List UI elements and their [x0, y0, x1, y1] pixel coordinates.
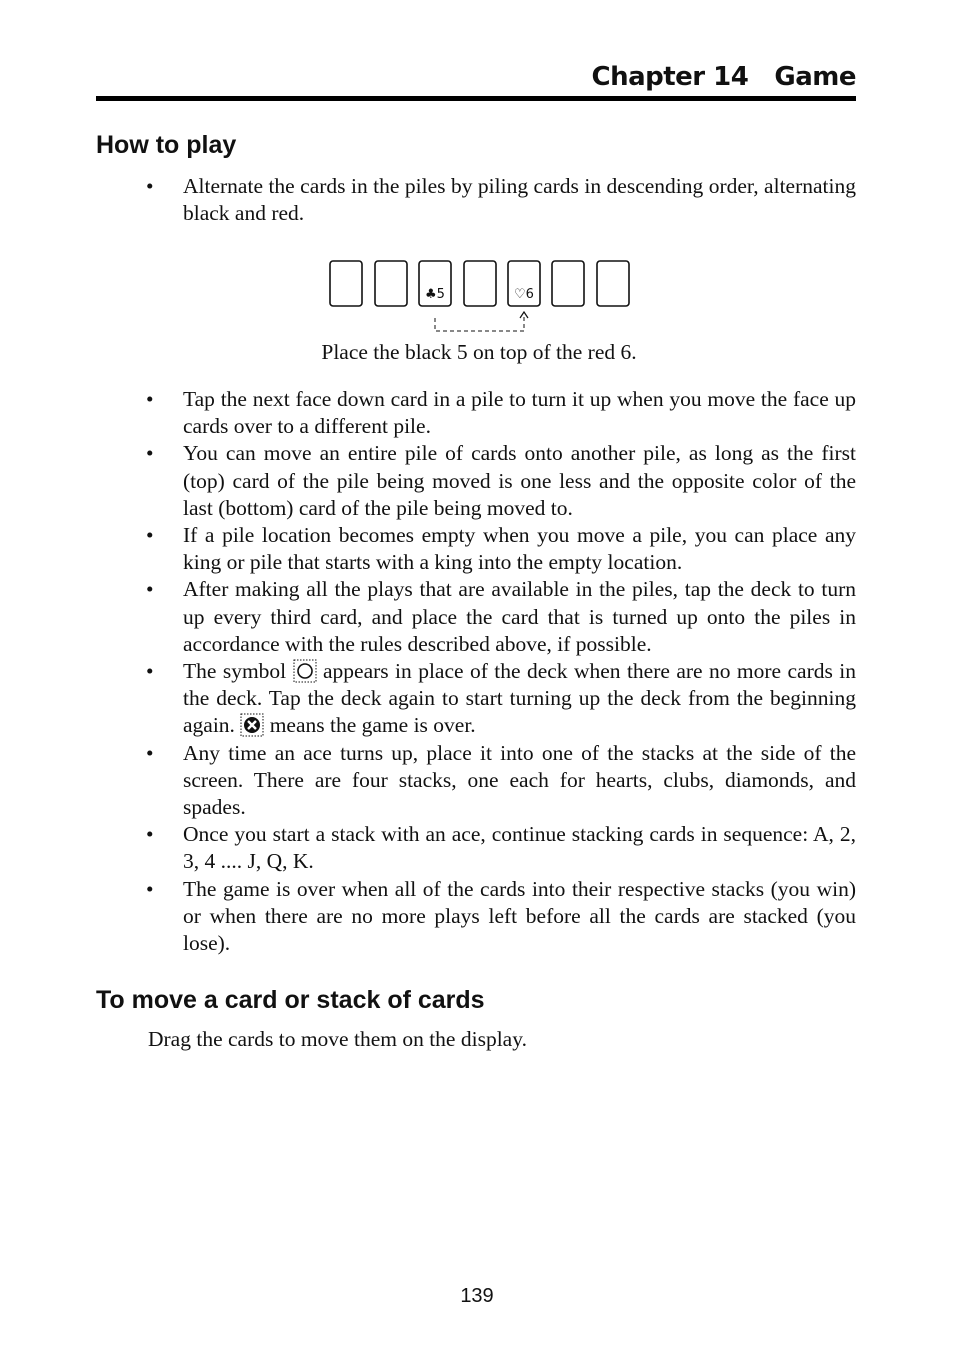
- bullet-icon: •: [146, 523, 154, 548]
- bullet-text: If a pile location becomes empty when you move a pile, you can place any king or pile that starts with a king into the empty location.: [183, 523, 856, 575]
- empty-deck-icon: [293, 659, 317, 683]
- bullet-text-part: appears in place of the deck when there are no more cards in the deck. Tap the deck again to start turning up the deck from the beginning again.: [183, 659, 856, 738]
- bullet-text-part: means the game is over.: [264, 713, 476, 738]
- card-pile-4: [464, 261, 496, 306]
- list-item: [146, 821, 856, 875]
- page-number: 139: [460, 1285, 494, 1307]
- list-item: [146, 440, 856, 522]
- bullet-text: The game is over when all of the cards into their respective stacks (you win) or when there are no more plays left before all the cards are stacked (you lose).: [183, 876, 856, 956]
- card-pile-6: [552, 261, 584, 306]
- bullet-icon: •: [146, 876, 154, 901]
- bullet-icon: •: [146, 441, 154, 466]
- list-item: [146, 658, 856, 740]
- bullet-text: Alternate the cards in the piles by piling cards in descending order, alternating black and red.: [183, 174, 856, 226]
- rules-bullet-list: [146, 386, 856, 957]
- bullet-icon: •: [146, 740, 154, 765]
- list-item: [146, 740, 856, 822]
- bullet-text: Once you start a stack with an ace, continue stacking cards in sequence: A, 2, 3, 4 .... J, Q, K.: [183, 822, 856, 874]
- move-path-line: [435, 316, 524, 331]
- bullet-text-part: The symbol: [183, 659, 293, 684]
- bullet-icon: •: [146, 577, 154, 602]
- list-item: [146, 522, 856, 576]
- move-section-text: Drag the cards to move them on the display.: [148, 1027, 527, 1051]
- list-item: [146, 173, 856, 227]
- card-pile-7: [597, 261, 629, 306]
- chapter-title: Game: [774, 62, 856, 92]
- bullet-icon: •: [146, 659, 154, 684]
- bullet-text: You can move an entire pile of cards onto another pile, as long as the first (top) card of the pile being moved is one less and the opposite color of the last (bottom) card of the pile being moved to.: [183, 441, 856, 520]
- header-rule: [96, 96, 856, 101]
- chapter-label: Chapter 14: [591, 62, 749, 92]
- list-item: [146, 386, 856, 440]
- game-over-icon: [240, 713, 264, 737]
- figure-caption: Place the black 5 on top of the red 6.: [321, 340, 637, 364]
- bullet-text: After making all the plays that are available in the piles, tap the deck to turn up every third card, and place the card that is turned up onto the piles in accordance with the rules described above, if possible.: [183, 577, 856, 656]
- card-piles-figure: [310, 256, 650, 336]
- bullet-text: Any time an ace turns up, place it into one of the stacks at the side of the screen. There are four stacks, one each for hearts, clubs, diamonds, and spades.: [183, 740, 856, 820]
- intro-bullet-list: [146, 173, 856, 227]
- card-club-label: ♣5: [425, 287, 445, 302]
- card-heart-label: ♡6: [514, 287, 534, 302]
- list-item: [146, 576, 856, 658]
- bullet-icon: •: [146, 822, 154, 847]
- card-pile-2: [375, 261, 407, 306]
- move-section-heading: To move a card or stack of cards: [96, 986, 485, 1014]
- chapter-header: [96, 58, 856, 96]
- bullet-icon: •: [146, 387, 154, 411]
- card-pile-1: [330, 261, 362, 306]
- how-to-play-heading: How to play: [96, 131, 237, 159]
- bullet-text: Tap the next face down card in a pile to turn it up when you move the face up cards over to a different pile.: [183, 387, 856, 439]
- list-item: [146, 876, 856, 958]
- bullet-icon: •: [146, 174, 154, 198]
